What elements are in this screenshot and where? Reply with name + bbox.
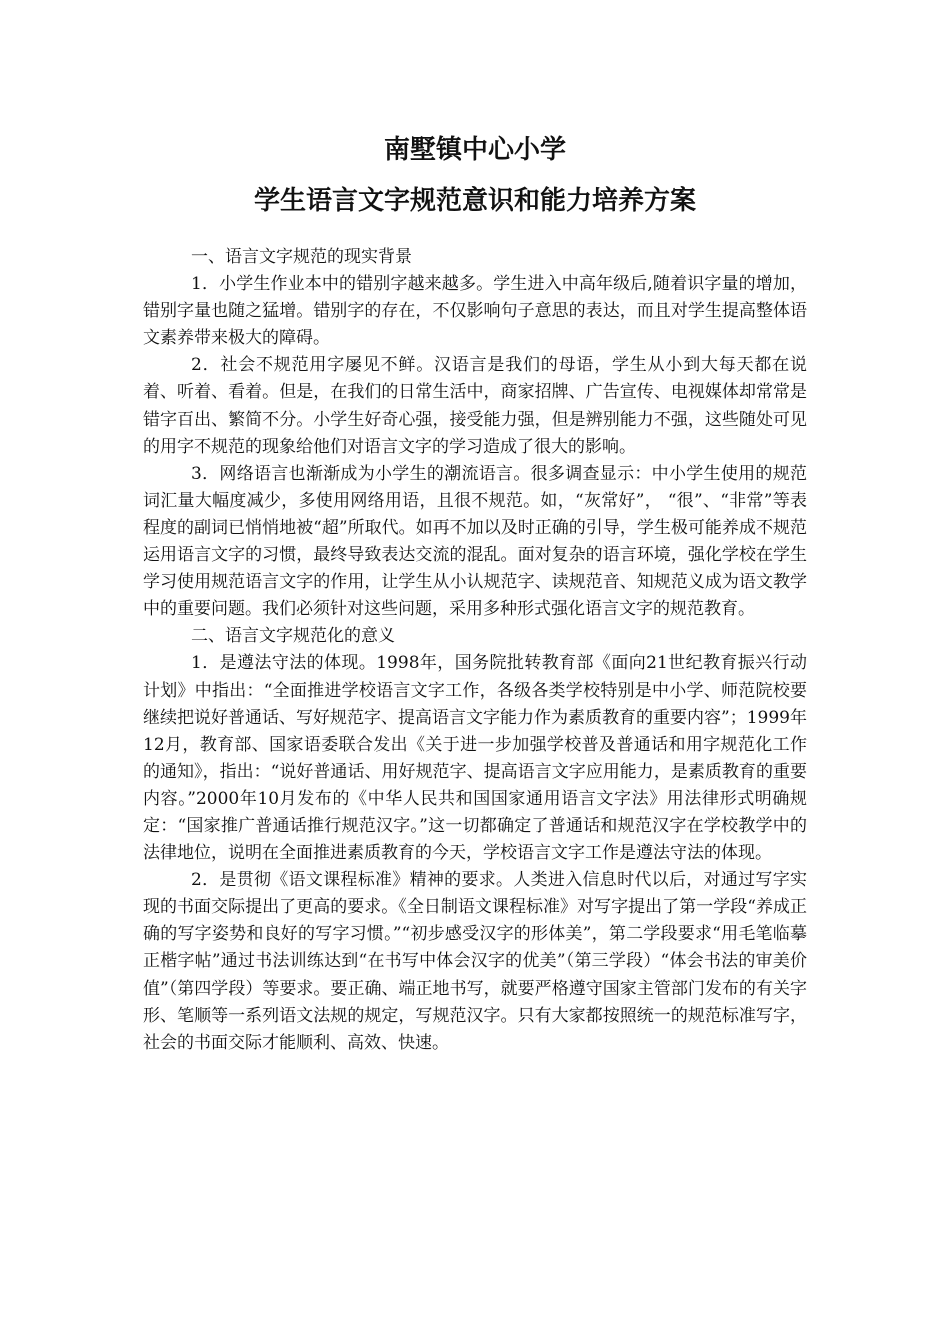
paragraph-typos: 1．小学生作业本中的错别字越来越多。学生进入中高年级后,随着识字量的增加，错别字量也随之猛增。错别字的存在，不仅影响句子意思的表达，而且对学生提高整体语文素养带来极大的障碍。 [143, 274, 807, 349]
document-title-plan: 学生语言文字规范意识和能力培养方案 [253, 186, 696, 216]
paragraph-curriculum-standard: 2．是贯彻《语文课程标准》精神的要求。人类进入信息时代以后，对通过写字实现的书面交际提出了更高的要求。《全日制语文课程标准》对写字提出了第一学段“养成正确的写字姿势和良好的写字习惯。”“初步感受汉字的形体美”，第二学段要求“用毛笔临摹正楷字帖”通过书法训练达到“在书写中体会汉字的优美”（第三学段）“体会书法的审美价值”（第四学段）等要求。要正确、端正地书写，就要严格遵守国家主管部门发布的有关字形、笔顺等一系列语文法规的规定，写规范汉字。只有大家都按照统一的规范标准写字，社会的书面交际才能顺利、高效、快速。 [143, 870, 807, 1053]
document-body [143, 244, 807, 1057]
paragraph-social-usage: 2．社会不规范用字屡见不鲜。汉语言是我们的母语，学生从小到大每天都在说着、听着、看着。但是，在我们的日常生活中，商家招牌、广告宣传、电视媒体却常常是错字百出、繁简不分。小学生好奇心强，接受能力强，但是辨别能力不强，这些随处可见的用字不规范的现象给他们对语言文字的学习造成了很大的影响。 [143, 355, 807, 457]
paragraph-law: 1．是遵法守法的体现。1998年，国务院批转教育部《面向21世纪教育振兴行动计划》中指出：“全面推进学校语言文字工作，各级各类学校特别是中小学、师范院校要继续把说好普通话、写好规范字、提高语言文字能力作为素质教育的重要内容”；1999年12月，教育部、国家语委联合发出《关于进一步加强学校普及普通话和用字规范化工作的通知》，指出：“说好普通话、用好规范字、提高语言文字应用能力，是素质教育的重要内容。”2000年10月发布的《中华人民共和国国家通用语言文字法》用法律形式明确规定：“国家推广普通话推行规范汉字。”这一切都确定了普通话和规范汉字在学校教学中的法律地位，说明在全面推进素质教育的今天，学校语言文字工作是遵法守法的体现。 [143, 653, 807, 864]
paragraph-internet-language: 3．网络语言也渐渐成为小学生的潮流语言。很多调查显示：中小学生使用的规范词汇量大幅度减少，多使用网络用语，且很不规范。如，“灰常好”， “很”、“非常”等表程度的副词已悄悄地被“超”所取代。如再不加以及时正确的引导，学生极可能养成不规范运用语言文字的习惯，最终导致表达交流的混乱。面对复杂的语言环境，强化学校在学生学习使用规范语言文字的作用，让学生从小认规范字、读规范音、知规范义成为语文教学中的重要问题。我们必须针对这些问题，采用多种形式强化语言文字的规范教育。 [143, 463, 807, 620]
document-title-school: 南墅镇中心小学 [383, 135, 566, 165]
section-heading-significance: 二、语言文字规范化的意义 [191, 626, 395, 647]
section-heading-background: 一、语言文字规范的现实背景 [191, 247, 412, 267]
